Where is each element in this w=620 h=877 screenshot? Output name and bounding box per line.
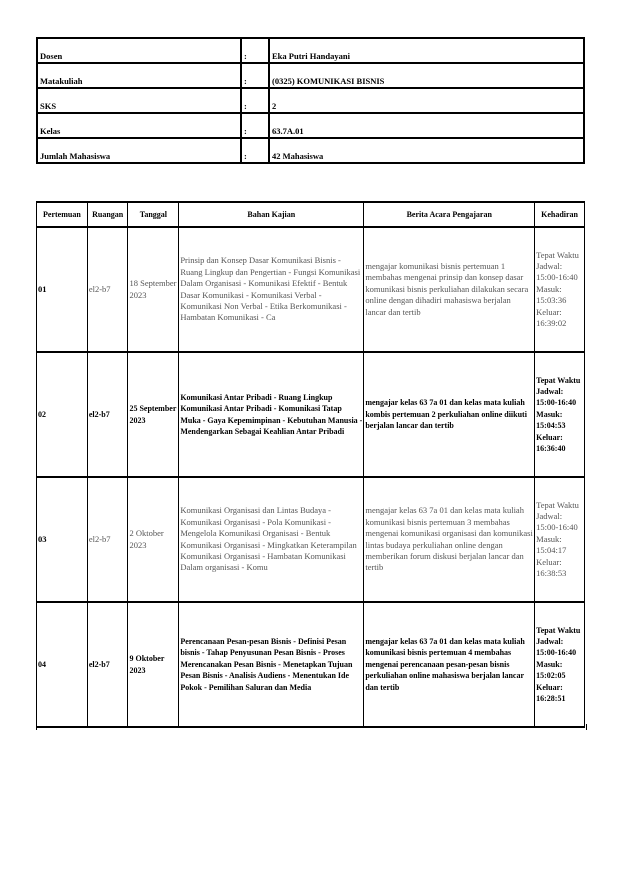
- meeting-number: 02: [37, 352, 88, 477]
- header-bahan-kajian: Bahan Kajian: [179, 202, 364, 227]
- meeting-room: el2-b7: [87, 602, 128, 727]
- meeting-schedule-table: [36, 201, 585, 728]
- meeting-room: el2-b7: [87, 352, 128, 477]
- table-row: [37, 227, 585, 352]
- info-separator: :: [241, 38, 269, 63]
- info-row-kelas: [37, 113, 584, 138]
- meeting-date: 9 Oktober 2023: [128, 602, 179, 727]
- table-row: [37, 602, 585, 727]
- info-label: Kelas: [37, 113, 241, 138]
- meeting-report: mengajar komunikasi bisnis pertemuan 1 membahas mengenai prinsip dan konsep dasar komunikasi bisnis perkuliahan dilakukan secara online dengan dihadiri mahasiswa berjalan lancar dan tertib: [364, 227, 535, 352]
- header-ruangan: Ruangan: [87, 202, 128, 227]
- meeting-room: el2-b7: [87, 227, 128, 352]
- header-pertemuan: Pertemuan: [37, 202, 88, 227]
- info-separator: :: [241, 138, 269, 163]
- meeting-topic: Prinsip dan Konsep Dasar Komunikasi Bisnis - Ruang Lingkup dan Pengertian - Fungsi Komunikasi Dalam Organisasi - Komunikasi Efektif - Bentuk Dasar Komunikasi - Komunikasi Verbal - Komunikasi Non Verbal - Etika Berkomunikasi - Hambatan Komunikasi - Ca: [179, 227, 364, 352]
- meeting-number: 01: [37, 227, 88, 352]
- meeting-number: 04: [37, 602, 88, 727]
- meeting-date: 25 September 2023: [128, 352, 179, 477]
- info-label: SKS: [37, 88, 241, 113]
- meeting-report: mengajar kelas 63 7a 01 dan kelas mata kuliah komunikasi bisnis pertemuan 4 membahas mengenai perencanaan pesan-pesan bisnis perkuliahan online mahasiswa berjalan lancar dan tertib: [364, 602, 535, 727]
- table-row: [37, 477, 585, 602]
- info-value: (0325) KOMUNIKASI BISNIS: [269, 63, 584, 88]
- info-value: 42 Mahasiswa: [269, 138, 584, 163]
- meeting-attendance: Tepat Waktu Jadwal: 15:00-16:40 Masuk: 15:03:36 Keluar: 16:39:02: [535, 227, 585, 352]
- header-tanggal: Tanggal: [128, 202, 179, 227]
- info-row-jumlah: [37, 138, 584, 163]
- info-separator: :: [241, 88, 269, 113]
- info-row-sks: [37, 88, 584, 113]
- meeting-topic: Komunikasi Organisasi dan Lintas Budaya - Komunikasi Organisasi - Pola Komunikasi - Mengelola Komunikasi Organisasi - Bentuk Komunikasi Organisasi - Mingkatkan Keterampilan Komunikasi Organisasi - Hambatan Komunikasi Dalam organisasi - Komu: [179, 477, 364, 602]
- info-row-matakuliah: [37, 63, 584, 88]
- info-label: Dosen: [37, 38, 241, 63]
- table-continuation: [36, 724, 587, 730]
- info-separator: :: [241, 113, 269, 138]
- info-value: 2: [269, 88, 584, 113]
- meeting-report: mengajar kelas 63 7a 01 dan kelas mata kuliah kombis pertemuan 2 perkuliahan online diikuti berjalan lancar dan tertib: [364, 352, 535, 477]
- course-info-table: [36, 37, 585, 164]
- table-header-row: [37, 202, 585, 227]
- header-berita-acara: Berita Acara Pengajaran: [364, 202, 535, 227]
- header-kehadiran: Kehadiran: [535, 202, 585, 227]
- meeting-attendance: Tepat Waktu Jadwal: 15:00-16:40 Masuk: 15:02:05 Keluar: 16:28:51: [535, 602, 585, 727]
- meeting-room: el2-b7: [87, 477, 128, 602]
- info-separator: :: [241, 63, 269, 88]
- meeting-date: 18 September 2023: [128, 227, 179, 352]
- table-row: [37, 352, 585, 477]
- info-row-dosen: [37, 38, 584, 63]
- info-value: Eka Putri Handayani: [269, 38, 584, 63]
- info-label: Matakuliah: [37, 63, 241, 88]
- meeting-attendance: Tepat Waktu Jadwal: 15:00-16:40 Masuk: 15:04:17 Keluar: 16:38:53: [535, 477, 585, 602]
- meeting-number: 03: [37, 477, 88, 602]
- meeting-attendance: Tepat Waktu Jadwal: 15:00-16:40 Masuk: 15:04:53 Keluar: 16:36:40: [535, 352, 585, 477]
- meeting-topic: Komunikasi Antar Pribadi - Ruang Lingkup Komunikasi Antar Pribadi - Komunikasi Tatap Muka - Gaya Kepemimpinan - Kebutuhan Manusia - Mendengarkan Sebagai Keahlian Antar Pribadi: [179, 352, 364, 477]
- info-label: Jumlah Mahasiswa: [37, 138, 241, 163]
- meeting-topic: Perencanaan Pesan-pesan Bisnis - Definisi Pesan bisnis - Tahap Penyusunan Pesan Bisnis - Proses Merencanakan Pesan Bisnis - Menetapkan Tujuan Pesan Bisnis - Analisis Audiens - Menentukan Ide Pokok - Pemilihan Saluran dan Media: [179, 602, 364, 727]
- meeting-date: 2 Oktober 2023: [128, 477, 179, 602]
- meeting-report: mengajar kelas 63 7a 01 dan kelas mata kuliah komunikasi bisnis pertemuan 3 membahas mengenai komunikasi organisasi dan komunikasi lintas budaya perkuliahan online dengan memberikan forum diskusi berjalan lancar dan tertib: [364, 477, 535, 602]
- info-value: 63.7A.01: [269, 113, 584, 138]
